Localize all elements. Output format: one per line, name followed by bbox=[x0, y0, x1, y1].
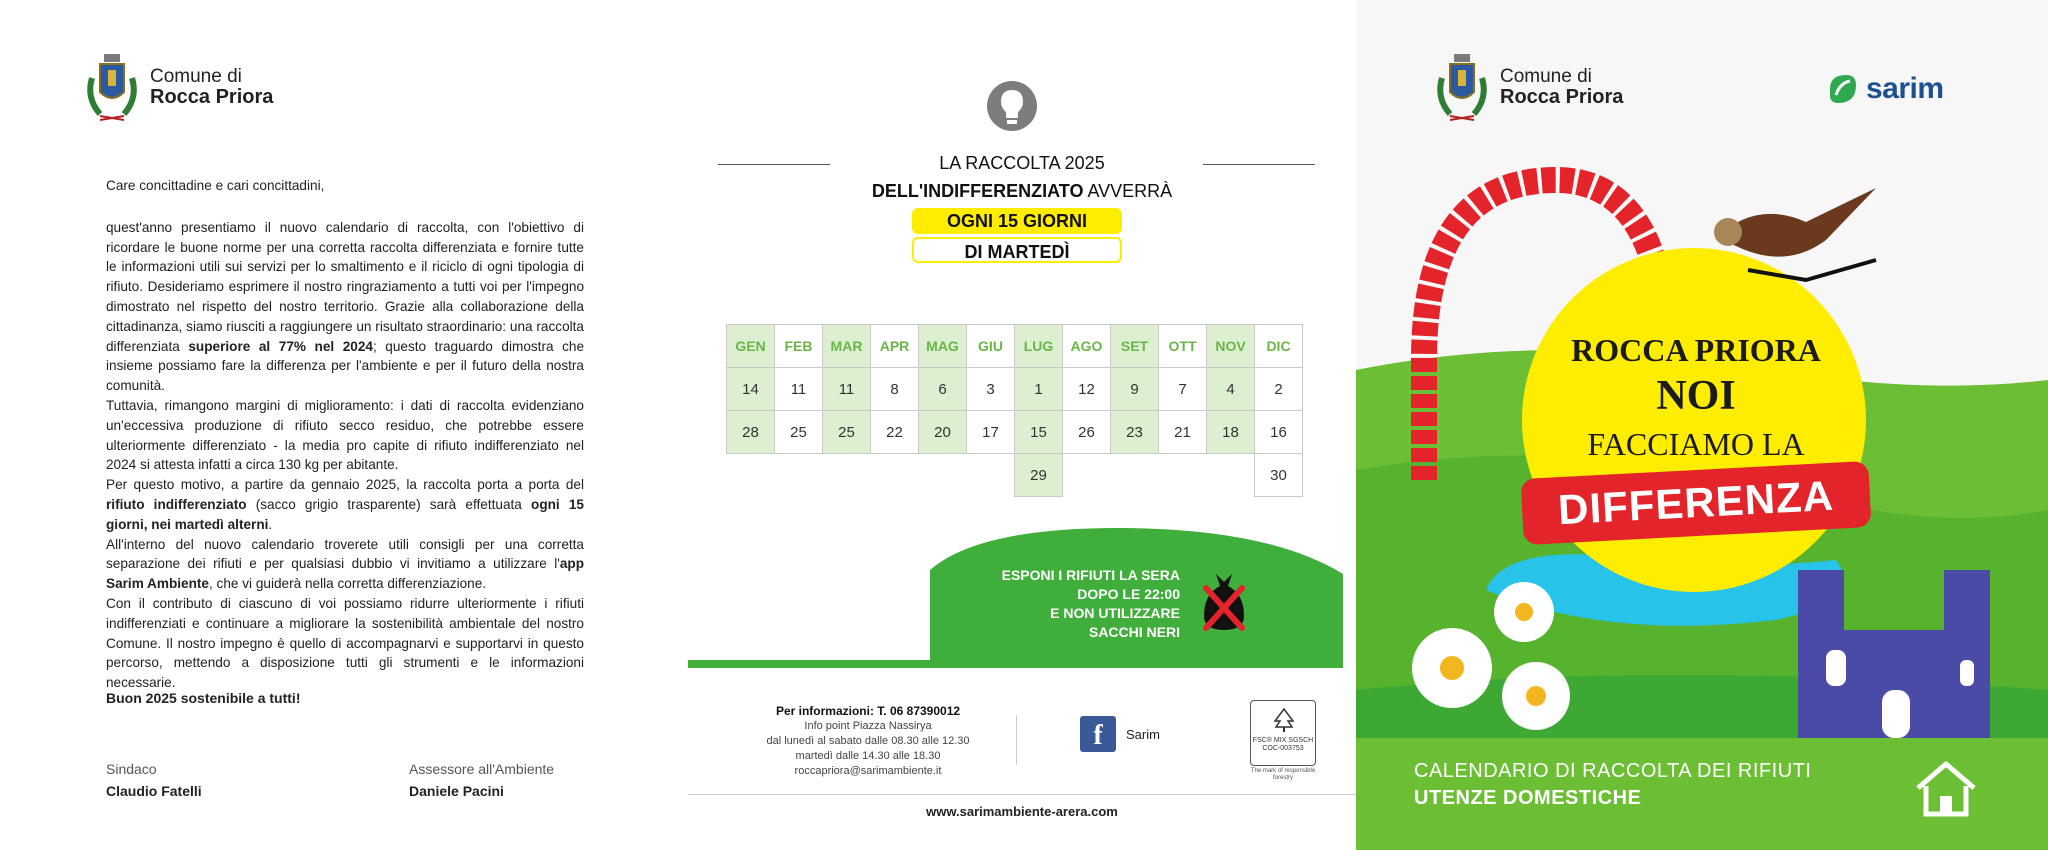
calendar-panel bbox=[688, 0, 1356, 850]
p4-text-end: , che vi guiderà nella corretta differenziazione. bbox=[209, 576, 487, 592]
signature-role: Sindaco bbox=[106, 761, 157, 777]
day-cell: 20 bbox=[919, 411, 967, 454]
website-link[interactable]: www.sarimambiente-arera.com bbox=[926, 804, 1118, 819]
sarim-leaf-icon bbox=[1826, 73, 1860, 105]
footer-line1: CALENDARIO DI RACCOLTA DEI RIFIUTI bbox=[1414, 760, 1812, 782]
day-cell: 23 bbox=[1111, 411, 1159, 454]
bin-notice-line: DOPO LE 22:00 bbox=[1077, 586, 1180, 602]
month-cell: GEN bbox=[727, 325, 775, 368]
empty-cell bbox=[919, 454, 967, 497]
letter-body bbox=[106, 178, 584, 693]
logo-line1: Comune di bbox=[150, 66, 242, 87]
greeting: Care concittadine e cari concittadini, bbox=[106, 178, 325, 193]
cover-panel bbox=[1356, 0, 2048, 850]
fsc-tree-icon bbox=[1272, 707, 1296, 733]
p4-text: All'interno del nuovo calendario troverete utili consigli per una corretta separazione dei rifiuti e per qualsiasi dubbio vi invitiamo a utilizzare l' bbox=[106, 536, 584, 572]
day-cell: 29 bbox=[1015, 454, 1063, 497]
p1-bold: superiore al 77% nel 2024 bbox=[188, 338, 373, 354]
signature-assessore bbox=[409, 758, 554, 802]
crest-icon bbox=[1432, 48, 1492, 126]
day-cell: 9 bbox=[1111, 368, 1159, 411]
day-cell: 22 bbox=[871, 411, 919, 454]
calendar-row bbox=[727, 454, 1303, 497]
info-line: Info point Piazza Nassirya bbox=[804, 720, 932, 732]
headline-rest: AVVERRÀ bbox=[1083, 181, 1173, 201]
lightbulb-icon bbox=[986, 80, 1038, 136]
day-cell: 30 bbox=[1255, 454, 1303, 497]
bin-notice-line: SACCHI NERI bbox=[1088, 624, 1180, 640]
info-line: martedì dalle 14.30 alle 18.30 bbox=[795, 750, 941, 762]
day-cell: 8 bbox=[871, 368, 919, 411]
day-cell: 4 bbox=[1207, 368, 1255, 411]
comune-logo-cover bbox=[1432, 48, 1623, 126]
day-cell: 11 bbox=[775, 368, 823, 411]
bin-notice-line: E NON UTILIZZARE bbox=[1050, 605, 1180, 621]
title-differenza: DIFFERENZA bbox=[1521, 461, 1872, 545]
house-icon bbox=[1914, 760, 1978, 818]
day-cell: 17 bbox=[967, 411, 1015, 454]
p3-text-mid: (sacco grigio trasparente) sarà effettuata bbox=[246, 496, 532, 512]
month-cell: AGO bbox=[1063, 325, 1111, 368]
p1-text: quest'anno presentiamo il nuovo calendario di raccolta, con l'obiettivo di ricordare le buone norme per una corretta raccolta differenziata e fornire tutte le informazioni utili sui servizi per lo smaltimento e il riciclo di ogni tipologia di rifiuto. Desideriamo esprimere il nostro ringraziamento a tutti voi per l'impegno dimostrato nel rispetto del nostro territorio. Grazie alla collaborazione della cittadinanza, siamo riusciti a raggiungere un risultato straordinario: una raccolta differenziata bbox=[106, 219, 584, 354]
month-cell: OTT bbox=[1159, 325, 1207, 368]
day-cell: 12 bbox=[1063, 368, 1111, 411]
no-black-bag-icon bbox=[1198, 570, 1250, 634]
facebook-link[interactable] bbox=[1080, 716, 1160, 752]
month-cell: LUG bbox=[1015, 325, 1063, 368]
paragraph-4 bbox=[106, 535, 584, 594]
month-cell: APR bbox=[871, 325, 919, 368]
empty-cell bbox=[775, 454, 823, 497]
calendar-row bbox=[727, 368, 1303, 411]
day-cell: 6 bbox=[919, 368, 967, 411]
signature-sindaco bbox=[106, 758, 202, 802]
comune-logo bbox=[82, 48, 273, 126]
day-cell: 28 bbox=[727, 411, 775, 454]
month-cell: MAR bbox=[823, 325, 871, 368]
logo-line1: Comune di bbox=[1500, 66, 1592, 87]
title-line3: FACCIAMO LA bbox=[1587, 426, 1805, 462]
paragraph-3 bbox=[106, 475, 584, 534]
empty-cell bbox=[1207, 454, 1255, 497]
calendar-row bbox=[727, 411, 1303, 454]
vertical-divider bbox=[1016, 715, 1017, 765]
footer-divider bbox=[688, 794, 1356, 795]
day-cell: 3 bbox=[967, 368, 1015, 411]
footer-line2: UTENZE DOMESTICHE bbox=[1414, 787, 1642, 809]
headline-line2 bbox=[688, 181, 1356, 202]
empty-cell bbox=[823, 454, 871, 497]
sarim-wordmark: sarim bbox=[1866, 72, 1944, 105]
day-cell: 11 bbox=[823, 368, 871, 411]
p1-text-end: ; questo traguardo dimostra che insieme possiamo fare la differenza per l'ambiente e per il futuro della nostra comunità. bbox=[106, 338, 585, 394]
p4-bold: app Sarim Ambiente bbox=[106, 556, 584, 592]
day-cell: 26 bbox=[1063, 411, 1111, 454]
headline-bold: DELL'INDIFFERENZIATO bbox=[871, 181, 1084, 201]
weekday-badge: DI MARTEDÌ bbox=[912, 237, 1122, 263]
month-cell: GIU bbox=[967, 325, 1015, 368]
p3-bold2: ogni 15 giorni, nei martedì alterni bbox=[106, 496, 584, 532]
month-cell: FEB bbox=[775, 325, 823, 368]
logo-line2: Rocca Priora bbox=[1500, 86, 1624, 108]
empty-cell bbox=[871, 454, 919, 497]
fsc-badge bbox=[1250, 700, 1316, 766]
sarim-logo bbox=[1826, 72, 1944, 106]
day-cell: 18 bbox=[1207, 411, 1255, 454]
fsc-code: FSC® MIX SGSCH COC-003753 bbox=[1252, 737, 1314, 752]
closing-line: Buon 2025 sostenibile a tutti! bbox=[106, 690, 301, 706]
info-line: dal lunedì al sabato dalle 08.30 alle 12.30 bbox=[766, 735, 970, 747]
facebook-icon: f bbox=[1080, 716, 1116, 752]
signature-name: Claudio Fatelli bbox=[106, 783, 202, 799]
headline-line1: LA RACCOLTA 2025 bbox=[939, 153, 1105, 173]
day-cell: 7 bbox=[1159, 368, 1207, 411]
day-cell: 1 bbox=[1015, 368, 1063, 411]
day-cell: 14 bbox=[727, 368, 775, 411]
info-block bbox=[738, 704, 998, 779]
bin-notice bbox=[980, 566, 1180, 642]
empty-cell bbox=[967, 454, 1015, 497]
empty-cell bbox=[727, 454, 775, 497]
p3-text: Per questo motivo, a partire da gennaio 2025, la raccolta porta a porta del bbox=[106, 477, 584, 493]
p3-bold1: rifiuto indifferenziato bbox=[106, 496, 247, 512]
empty-cell bbox=[1063, 454, 1111, 497]
day-cell: 21 bbox=[1159, 411, 1207, 454]
paragraph-1 bbox=[106, 218, 584, 396]
day-cell: 15 bbox=[1015, 411, 1063, 454]
title-line1: ROCCA PRIORA bbox=[1571, 332, 1821, 368]
month-cell: MAG bbox=[919, 325, 967, 368]
day-cell: 25 bbox=[823, 411, 871, 454]
facebook-label: Sarim bbox=[1126, 726, 1160, 742]
info-title: Per informazioni: T. 06 87390012 bbox=[775, 704, 961, 718]
logo-line2: Rocca Priora bbox=[150, 86, 274, 108]
day-cell: 16 bbox=[1255, 411, 1303, 454]
month-cell: SET bbox=[1111, 325, 1159, 368]
day-cell: 2 bbox=[1255, 368, 1303, 411]
month-cell: NOV bbox=[1207, 325, 1255, 368]
info-email[interactable]: roccapriora@sarimambiente.it bbox=[794, 765, 942, 777]
paragraph-2: Tuttavia, rimangono margini di miglioramento: i dati di raccolta evidenziano un'eccessiva produzione di rifiuto secco residuo, che potrebbe essere ulteriormente differenziato - la media pro capite di rifiuto indifferenziato nel 2024 si attesta infatti a circa 130 kg per abitante. bbox=[106, 397, 584, 473]
day-cell: 25 bbox=[775, 411, 823, 454]
empty-cell bbox=[1111, 454, 1159, 497]
month-cell: DIC bbox=[1255, 325, 1303, 368]
frequency-badge: OGNI 15 GIORNI bbox=[912, 208, 1122, 234]
fsc-caption: The mark of responsible forestry bbox=[1250, 768, 1316, 781]
collection-calendar bbox=[726, 324, 1303, 497]
crest-icon bbox=[82, 48, 142, 126]
signature-role: Assessore all'Ambiente bbox=[409, 761, 555, 777]
empty-cell bbox=[1159, 454, 1207, 497]
paragraph-5: Con il contributo di ciascuno di voi possiamo ridurre ulteriormente i rifiuti indifferenziati e continuare a migliorare la sostenibilità ambientale del nostro Comune. Il nostro impegno è quello di accompagnarvi e supportarvi in questo percorso, mettendo a disposizione tutti gli strumenti e le informazioni necessarie. bbox=[106, 595, 584, 691]
letter-panel bbox=[0, 0, 688, 850]
calendar-months-row bbox=[727, 325, 1303, 368]
p3-text-end: . bbox=[268, 516, 273, 532]
cover-illustration bbox=[1356, 0, 2048, 850]
signature-name: Daniele Pacini bbox=[409, 783, 504, 799]
title-line2: NOI bbox=[1656, 373, 1736, 419]
bin-notice-line: ESPONI I RIFIUTI LA SERA bbox=[1001, 567, 1180, 583]
